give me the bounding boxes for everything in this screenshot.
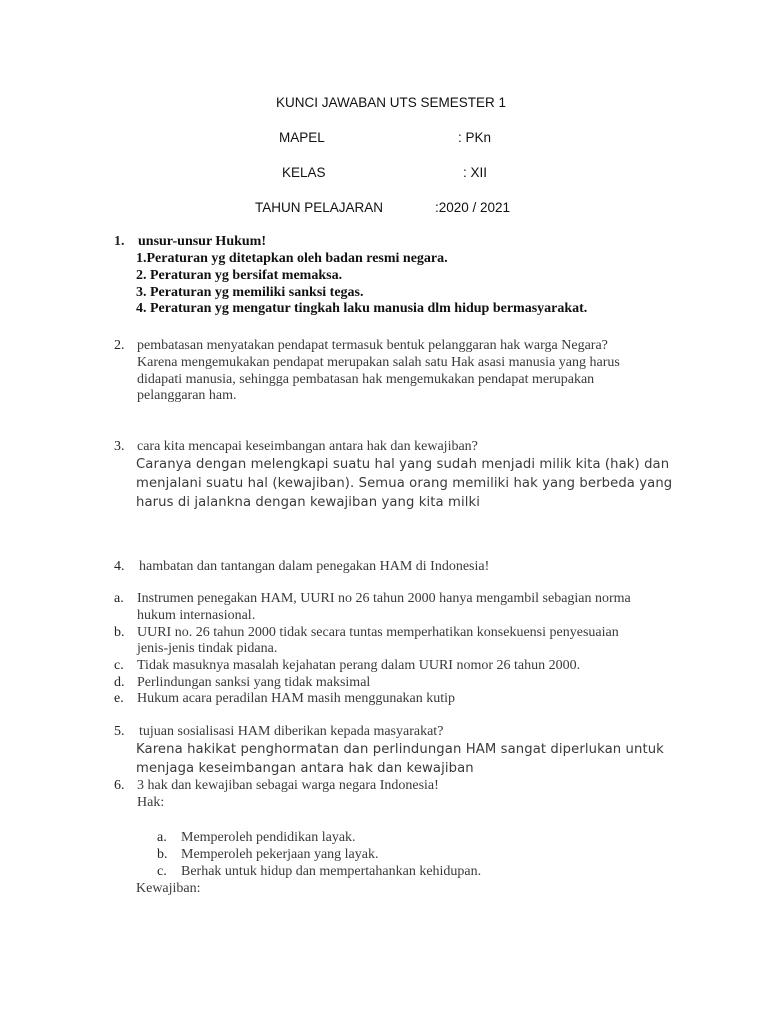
- q6-hak-a-text: Memperoleh pendidikan layak.: [181, 830, 356, 845]
- q6-hak-a-marker: a.: [157, 830, 167, 845]
- q2-answer-line-1: Karena mengemukakan pendapat merupakan salah satu Hak asasi manusia yang harus: [137, 355, 620, 370]
- q3-number: 3.: [114, 439, 125, 454]
- q1-answer-3: 3. Peraturan yg memiliki sanksi tegas.: [136, 285, 364, 300]
- q4-item-a-line-2: hukum internasional.: [137, 608, 256, 623]
- q3-answer-line-3: harus di jalankna dengan kewajiban yang kita milki: [136, 495, 480, 510]
- q4-item-e-line-1: Hukum acara peradilan HAM masih menggunakan kutip: [137, 691, 456, 706]
- tahun-value: :2020 / 2021: [435, 200, 511, 215]
- q5-answer-line-1: Karena hakikat penghormatan dan perlindungan HAM sangat diperlukan untuk: [136, 742, 664, 757]
- q2-answer-line-3: pelanggaran ham.: [137, 388, 237, 403]
- q4-item-b-line-2: jenis-jenis tindak pidana.: [137, 641, 278, 656]
- q4-question: hambatan dan tantangan dalam penegakan HAM di Indonesia!: [139, 559, 490, 574]
- mapel-label: MAPEL: [279, 130, 325, 145]
- mapel-value: : PKn: [458, 130, 492, 145]
- q4-item-d-marker: d.: [114, 675, 125, 690]
- q4-item-a-marker: a.: [114, 591, 124, 606]
- q4-item-a-line-1: Instrumen penegakan HAM, UURI no 26 tahun 2000 hanya mengambil sebagian norma: [137, 591, 631, 606]
- q1-answer-2: 2. Peraturan yg bersifat memaksa.: [136, 268, 343, 283]
- document-title: KUNCI JAWABAN UTS SEMESTER 1: [276, 95, 507, 110]
- q5-question: tujuan sosialisasi HAM diberikan kepada masyarakat?: [139, 724, 444, 739]
- q1-answer-4: 4. Peraturan yg mengatur tingkah laku manusia dlm hidup bermasyarakat.: [136, 301, 588, 316]
- q6-number: 6.: [114, 778, 125, 793]
- q4-item-b-line-1: UURI no. 26 tahun 2000 tidak secara tuntas memperhatikan konsekuensi penyesuaian: [137, 625, 619, 640]
- q2-number: 2.: [114, 338, 125, 353]
- q2-answer-line-2: didapati manusia, sehingga pembatasan hak mengemukakan pendapat merupakan: [137, 372, 595, 387]
- q5-number: 5.: [114, 724, 125, 739]
- q6-question: 3 hak dan kewajiban sebagai warga negara Indonesia!: [137, 778, 439, 793]
- q2-question: pembatasan menyatakan pendapat termasuk bentuk pelanggaran hak warga Negara?: [137, 338, 608, 353]
- q4-item-c-line-1: Tidak masuknya masalah kejahatan perang dalam UURI nomor 26 tahun 2000.: [137, 658, 581, 673]
- q6-hak-b-text: Memperoleh pekerjaan yang layak.: [181, 847, 379, 862]
- q6-hak-b-marker: b.: [157, 847, 168, 862]
- q1-number: 1.: [114, 234, 125, 249]
- q6-hak-c-text: Berhak untuk hidup dan mempertahankan kehidupan.: [181, 864, 482, 879]
- q6-kewajiban-label: Kewajiban:: [136, 881, 201, 896]
- q1-answer-1: 1.Peraturan yg ditetapkan oleh badan resmi negara.: [136, 251, 448, 266]
- kelas-label: KELAS: [282, 165, 326, 180]
- q1-question: unsur-unsur Hukum!: [138, 234, 267, 249]
- tahun-label: TAHUN PELAJARAN: [255, 200, 384, 215]
- q3-answer-line-2: menjalani suatu hal (kewajiban). Semua orang memiliki hak yang berbeda yang: [136, 476, 673, 491]
- q3-answer-line-1: Caranya dengan melengkapi suatu hal yang sudah menjadi milik kita (hak) dan: [136, 457, 670, 472]
- q4-number: 4.: [114, 559, 125, 574]
- q5-answer-line-2: menjaga keseimbangan antara hak dan kewajiban: [136, 761, 474, 776]
- q4-item-c-marker: c.: [114, 658, 124, 673]
- q6-hak-c-marker: c.: [157, 864, 167, 879]
- q4-item-e-marker: e.: [114, 691, 124, 706]
- q6-hak-label: Hak:: [137, 795, 165, 810]
- q4-item-b-marker: b.: [114, 625, 125, 640]
- kelas-value: : XII: [463, 165, 488, 180]
- q4-item-d-line-1: Perlindungan sanksi yang tidak maksimal: [137, 675, 371, 690]
- q3-question: cara kita mencapai keseimbangan antara hak dan kewajiban?: [137, 439, 478, 454]
